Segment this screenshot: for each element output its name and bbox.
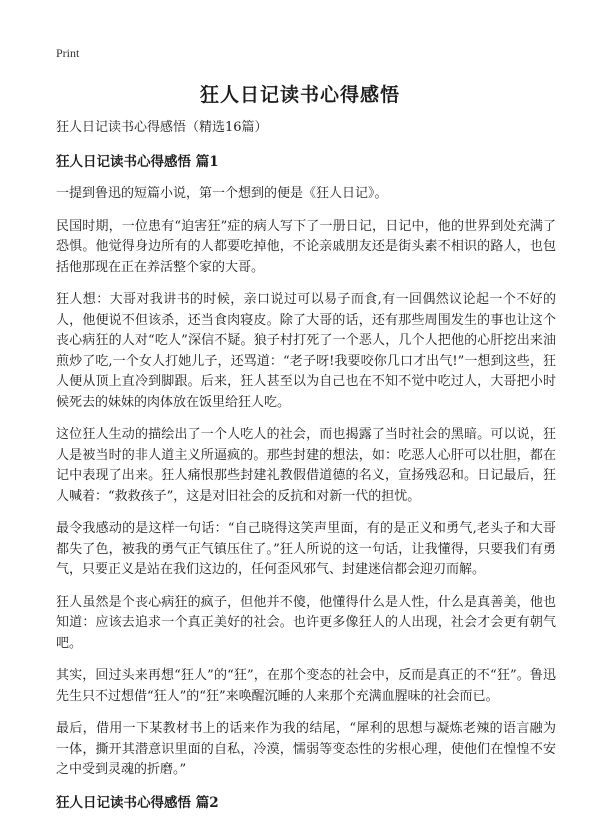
paragraph: 狂人虽然是个丧心病狂的疯子，但他并不傻，他懂得什么是人性，什么是真善美，他也知道：应该去追求一个真正美好的社会。也许更多像狂人的人出现，社会才会更有朝气吧。: [56, 594, 556, 651]
document-title: 狂人日记读书心得感悟: [199, 84, 400, 106]
paragraph: 最令我感动的是这样一句话：“自己晓得这笑声里面，有的是正义和勇气,老头子和大哥都失了色，被我的勇气正气镇压住了。”狂人所说的这一句话，让我懂得，只要我们有勇气，只要正义是站在我们这边的，任何歪风邪气、封建迷信都会迎刃而解。: [56, 521, 556, 577]
paragraph: 最后，借用一下某教材书上的话来作为我的结尾，“犀利的思想与凝炼老辣的语言融为一体，撕开其潜意识里面的自私，冷漠，懦弱等变态性的劣根心理，使他们在惶惶不安之中受到灵魂的折磨。”: [56, 721, 556, 777]
paragraph: 一提到鲁迅的短篇小说，第一个想到的便是《狂人日记》。: [56, 186, 388, 201]
paragraph: 民国时期，一位患有“迫害狂”症的病人写下了一册日记，日记中，他的世界到处充满了恐惧。他觉得身边所有的人都要吃掉他，不论亲戚朋友还是街头素不相识的路人，也包括他那现在正在养活整个家的大哥。: [56, 218, 556, 275]
section-heading: 狂人日记读书心得感悟 篇1: [56, 154, 219, 170]
print-link[interactable]: Print: [56, 46, 80, 60]
paragraph: 狂人想：大哥对我讲书的时候，亲口说过可以易子而食,有一回偶然议论起一个不好的人，他便说不但该杀，还当食肉寝皮。除了大哥的话，还有那些周围发生的事也让这个丧心病狂的人对“吃人”深信不疑。狼子村打死了一个恶人，几个人把他的心肝挖出来油煎炒了吃,一个女人打她儿子，还骂道：“老子呀!我要咬你几口才出气!”一想到这些，狂人便从顶上直冷到脚跟。后来，狂人甚至以为自己也在不知不觉中吃过人，大哥把小时候死去的妹妹的肉体放在饭里给狂人吃。: [56, 292, 556, 410]
section-heading: 狂人日记读书心得感悟 篇2: [56, 794, 219, 811]
document-body: [56, 118, 556, 825]
paragraph: 其实，回过头来再想“狂人”的“狂”，在那个变态的社会中，反而是真正的不“狂”。鲁迅先生只不过想借“狂人”的“狂”来唤醒沉睡的人来那个充满血腥味的社会而已。: [56, 668, 556, 704]
document-subtitle: 狂人日记读书心得感悟（精选16篇）: [56, 120, 268, 135]
section-2: [56, 793, 556, 813]
paragraph: 这位狂人生动的描绘出了一个人吃人的社会，而也揭露了当时社会的黑暗。可以说，狂人是被当时的非人道主义所逼疯的。那些封建的想法，如：吃恶人心肝可以壮胆，都在记中表现了出来。狂人痛恨那些封建礼教假借道德的名义，宣扬残忍和。日记最后，狂人喊着：“救救孩子”，这是对旧社会的反抗和对新一代的担忧。: [56, 427, 556, 504]
section-1: [56, 152, 556, 781]
